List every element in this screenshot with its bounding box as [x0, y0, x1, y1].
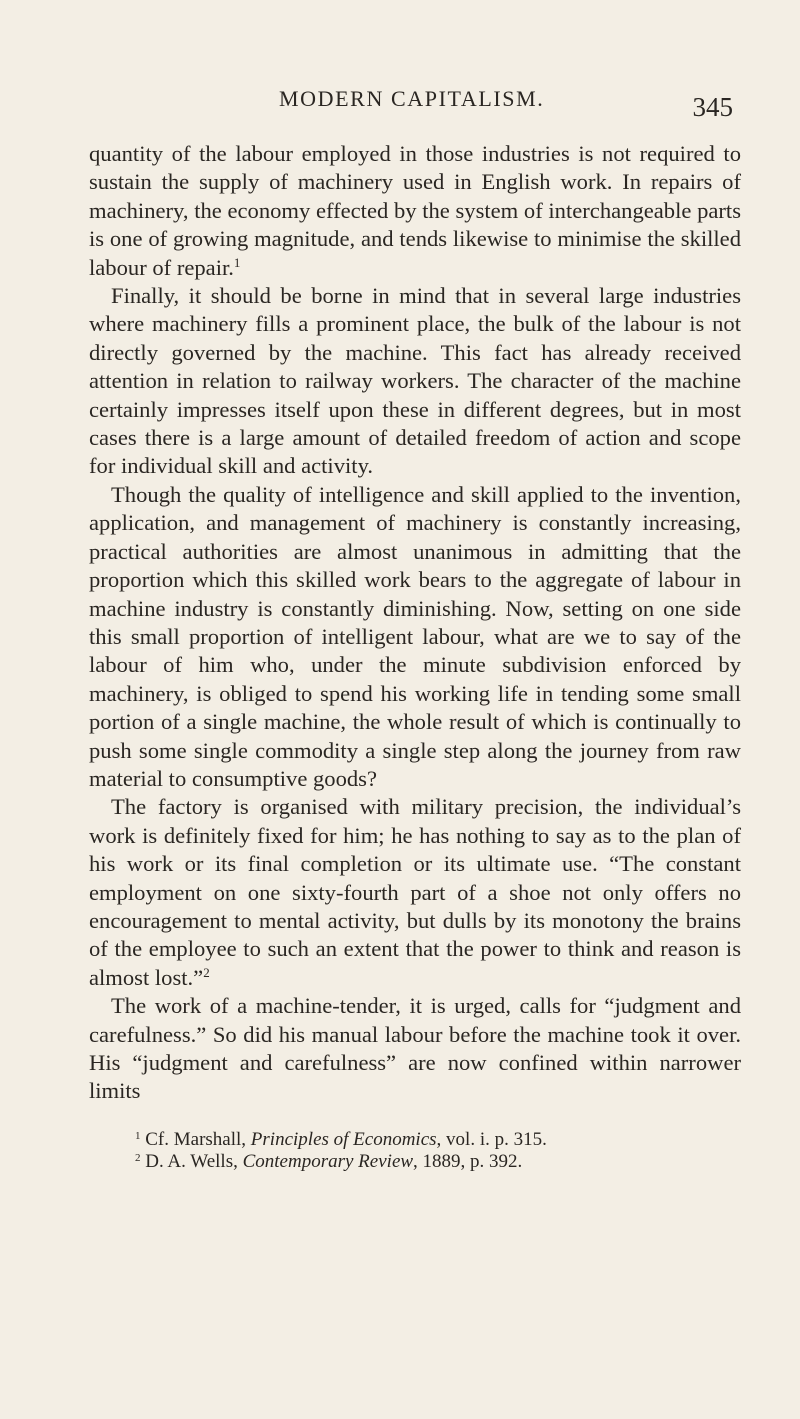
book-page — [0, 82, 800, 1419]
paragraph-text: The work of a machine-tender, it is urged, calls for “judgment and carefulness.” So did his manual labour before the machine took it over. His “judgment and carefulness” are now confined within narrower limits — [89, 993, 741, 1104]
footnote-mark: 2 — [135, 1151, 141, 1164]
paragraph — [89, 140, 741, 282]
paragraph-text: quantity of the labour employed in those industries is not required to sustain the supply of machinery used in English work. In repairs of machinery, the economy effected by the system of interchangeable parts is one of growing magnitude, and tends likewise to minimise the skilled labour of repair. — [89, 141, 741, 280]
paragraph-text: Finally, it should be borne in mind that in several large industries where machinery fills a prominent place, the bulk of the labour is not directly governed by the machine. This fact has already received attention in relation to railway workers. The character of the machine certainly impresses itself upon these in different degrees, but in most cases there is a large amount of detailed freedom of action and scope for individual skill and activity. — [89, 283, 741, 479]
paragraph — [89, 793, 741, 992]
paragraph — [89, 992, 741, 1106]
paragraph-text: Though the quality of intelligence and skill applied to the invention, application, and management of machinery is constantly increasing, practical authorities are almost unanimous in admitting that the proportion which this skilled work bears to the aggregate of labour in machine industry is constantly diminishing. Now, setting on one side this small proportion of intelligent labour, what are we to say of the labour of him who, under the minute subdivision enforced by machinery, is obliged to spend his working life in tending some small portion of a single machine, the whole result of which is continually to push some single commodity a single step along the journey from raw material to consumptive goods? — [89, 481, 741, 791]
footnote-ref: 2 — [203, 964, 210, 980]
footnote-work-title: Principles of Economics — [250, 1128, 437, 1150]
running-head — [89, 82, 741, 140]
footnote-prefix: Cf. Marshall, — [145, 1128, 251, 1150]
paragraph-text: The factory is organised with military precision, the individual’s work is definitely fixed for him; he has nothing to say as to the plan of his work or its final completion or its ultimate use. “The constant employment on one sixty-fourth part of a shoe not only offers no encouragement to mental activity, but dulls by its monotony the brains of the employee to such an extent that the power to think and reason is almost lost.” — [89, 794, 741, 990]
body-text — [89, 140, 741, 1106]
footnote-work-title: Contemporary Review — [242, 1150, 414, 1172]
footnote-prefix: D. A. Wells, — [145, 1150, 243, 1172]
page-number: 345 — [692, 92, 733, 122]
footnote — [135, 1129, 741, 1151]
footnote-ref: 1 — [233, 254, 241, 270]
running-title: MODERN CAPITALISM. — [279, 86, 545, 111]
footnote — [135, 1151, 741, 1173]
paragraph — [89, 282, 741, 481]
footnote-suffix: , 1889, p. 392. — [413, 1150, 523, 1172]
paragraph — [89, 481, 741, 793]
footnotes — [89, 1129, 741, 1173]
footnote-mark: 1 — [135, 1129, 141, 1142]
footnote-suffix: , vol. i. p. 315. — [436, 1128, 547, 1150]
